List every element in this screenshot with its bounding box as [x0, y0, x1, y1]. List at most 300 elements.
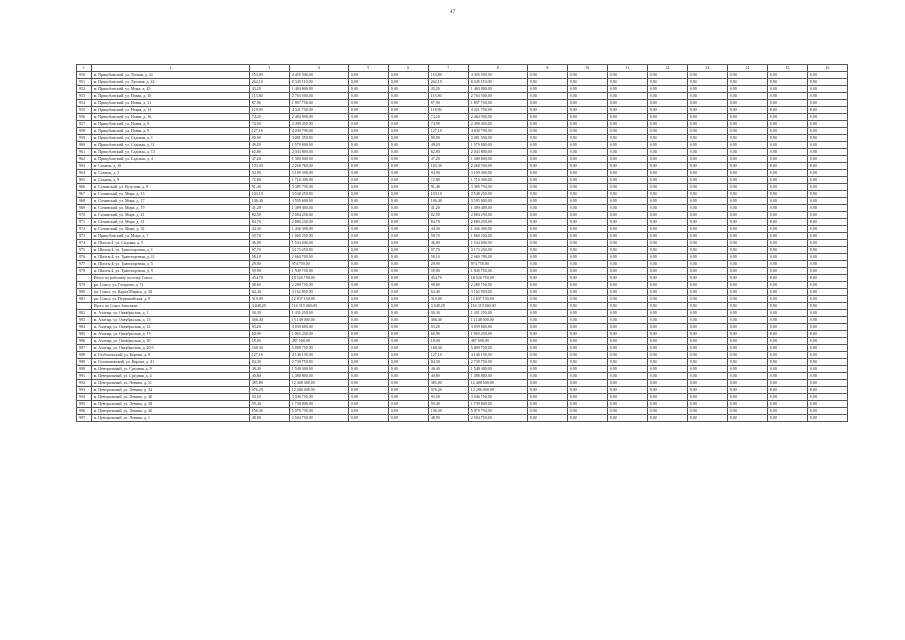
address-cell: м. Алатыр, ул. Октябрьская, д. 14	[91, 324, 249, 331]
address-cell: м. Алатыр, ул. Октябрьская, д. 20 б	[91, 345, 249, 352]
value-cell: 127,10	[428, 352, 468, 359]
address-cell: м. Шахты 4, ул. Транспортная, д. 5	[91, 261, 249, 268]
row-number-cell: 961	[77, 149, 92, 156]
value-cell: 0,00	[767, 247, 807, 254]
value-cell: 0,00	[727, 282, 767, 289]
header-cell: 4	[289, 65, 348, 72]
value-cell: 0,00	[687, 107, 727, 114]
value-cell: 0,00	[767, 177, 807, 184]
value-cell: 1 436 300,00	[468, 226, 527, 233]
address-cell: Итого по рабочему поселку Сокол:	[91, 275, 249, 282]
value-cell: 0,00	[567, 401, 607, 408]
value-cell: 0,00	[527, 387, 567, 394]
value-cell: 0,00	[527, 296, 567, 303]
value-cell: 44,30	[428, 226, 468, 233]
row-number-cell: 975	[77, 247, 92, 254]
value-cell: 0,00	[727, 135, 767, 142]
value-cell: 0,00	[348, 226, 388, 233]
value-cell: 0,00	[687, 240, 727, 247]
value-cell: 4 321 750,00	[468, 107, 527, 114]
value-cell: 0,00	[727, 275, 767, 282]
value-cell: 0,00	[687, 254, 727, 261]
value-cell: 0,00	[687, 380, 727, 387]
value-cell: 0,00	[727, 226, 767, 233]
value-cell: 0,00	[687, 170, 727, 177]
row-number-cell: 991	[77, 373, 92, 380]
value-cell: 0,00	[687, 184, 727, 191]
value-cell: 0,00	[647, 156, 687, 163]
value-cell: 0,00	[348, 303, 388, 310]
value-cell: 0,00	[727, 177, 767, 184]
value-cell: 0,00	[727, 156, 767, 163]
address-cell: Итого по Сокол Заволжье:	[91, 303, 249, 310]
value-cell: 0,00	[388, 219, 428, 226]
row-number-cell: 954	[77, 100, 92, 107]
row-number-cell: 964	[77, 170, 92, 177]
address-cell: рп. Сокол, ул. Гагарина, д. 71	[91, 282, 249, 289]
value-cell: 0,00	[807, 240, 847, 247]
header-cell: 15	[767, 65, 807, 72]
value-cell: 0,00	[767, 254, 807, 261]
row-number-cell: 996	[77, 408, 92, 415]
value-cell: 0,00	[807, 142, 847, 149]
value-cell: 0,00	[767, 345, 807, 352]
value-cell: 0,00	[807, 282, 847, 289]
value-cell: 0,00	[348, 72, 388, 79]
value-cell: 0,00	[647, 289, 687, 296]
table-row	[77, 198, 848, 205]
value-cell: 0,00	[348, 345, 388, 352]
row-number-cell: 973	[77, 233, 92, 240]
value-cell: 0,00	[527, 380, 567, 387]
value-cell: 0,00	[727, 303, 767, 310]
address-cell: м. Прикубанский, ул. Новая, д. 11	[91, 100, 249, 107]
header-cell: 10	[567, 65, 607, 72]
value-cell: 0,00	[388, 184, 428, 191]
value-cell: 0,00	[607, 191, 647, 198]
value-cell: 0,00	[647, 345, 687, 352]
value-cell: 153,80	[249, 72, 289, 79]
value-cell: 97,70	[428, 247, 468, 254]
value-cell: 0,00	[388, 149, 428, 156]
value-cell: 2 280 750,00	[468, 282, 527, 289]
value-cell: 0,00	[647, 303, 687, 310]
value-cell: 0,00	[687, 394, 727, 401]
value-cell: 1 388 800,00	[468, 373, 527, 380]
value-cell: 94,90	[249, 170, 289, 177]
value-cell: 0,00	[767, 331, 807, 338]
value-cell: 1 949 750,00	[289, 268, 348, 275]
value-cell: 0,00	[527, 268, 567, 275]
value-cell: 0,00	[527, 247, 567, 254]
value-cell: 0,00	[687, 198, 727, 205]
table-row	[77, 226, 848, 233]
value-cell: 0,00	[767, 380, 807, 387]
value-cell: 4 030 790,00	[468, 128, 527, 135]
table-row	[77, 121, 848, 128]
table-row	[77, 254, 848, 261]
value-cell: 0,00	[807, 324, 847, 331]
value-cell: 454,70	[249, 275, 289, 282]
value-cell: 0,00	[527, 240, 567, 247]
address-cell: м. Саханы, д. 9	[91, 177, 249, 184]
table-row	[77, 289, 848, 296]
value-cell: 0,00	[388, 261, 428, 268]
value-cell: 0,00	[567, 345, 607, 352]
value-cell: 0,00	[687, 331, 727, 338]
value-cell: 0,00	[807, 86, 847, 93]
value-cell: 168,30	[249, 345, 289, 352]
value-cell: 0,00	[647, 135, 687, 142]
value-cell: 87,90	[249, 100, 289, 107]
address-cell: м. Глубоковский, ул. Кирова, д. 8	[91, 352, 249, 359]
value-cell: 0,00	[807, 226, 847, 233]
row-number-cell: 992	[77, 380, 92, 387]
value-cell: 0,00	[607, 240, 647, 247]
value-cell: 0,00	[687, 310, 727, 317]
value-cell: 43,20	[249, 86, 289, 93]
value-cell: 0,00	[348, 149, 388, 156]
value-cell: 0,00	[567, 380, 607, 387]
value-cell: 94,90	[428, 170, 468, 177]
value-cell: 0,00	[348, 373, 388, 380]
value-cell: 0,00	[807, 359, 847, 366]
value-cell: 0,00	[807, 247, 847, 254]
value-cell: 41,20	[428, 205, 468, 212]
value-cell: 0,00	[607, 86, 647, 93]
value-cell: 127,10	[428, 128, 468, 135]
value-cell: 0,00	[687, 373, 727, 380]
value-cell: 0,00	[647, 121, 687, 128]
value-cell: 0,00	[647, 205, 687, 212]
table-row	[77, 282, 848, 289]
table-row	[77, 380, 848, 387]
value-cell: 1 436 300,00	[289, 226, 348, 233]
value-cell: 1 380 600,00	[289, 156, 348, 163]
value-cell: 0,00	[348, 359, 388, 366]
value-cell: 0,00	[527, 415, 567, 422]
value-cell: 0,00	[567, 373, 607, 380]
value-cell: 0,00	[807, 177, 847, 184]
header-cell: 7	[428, 65, 468, 72]
value-cell: 91,40	[249, 184, 289, 191]
value-cell: 47,20	[249, 156, 289, 163]
value-cell: 0,00	[388, 345, 428, 352]
value-cell: 0,00	[527, 282, 567, 289]
value-cell: 0,00	[388, 366, 428, 373]
value-cell: 0,00	[527, 219, 567, 226]
value-cell: 0,00	[767, 121, 807, 128]
row-number-cell: 972	[77, 226, 92, 233]
value-cell: 0,00	[527, 191, 567, 198]
value-cell: 46,80	[428, 240, 468, 247]
value-cell: 0,00	[388, 198, 428, 205]
value-cell: 0,00	[388, 415, 428, 422]
value-cell: 0,00	[567, 282, 607, 289]
value-cell: 58,10	[428, 254, 468, 261]
value-cell: 0,00	[767, 72, 807, 79]
value-cell: 118,90	[428, 107, 468, 114]
value-cell: 0,00	[388, 212, 428, 219]
value-cell: 0,00	[348, 79, 388, 86]
value-cell: 0,00	[607, 282, 647, 289]
value-cell: 0,00	[567, 72, 607, 79]
value-cell: 0,00	[527, 233, 567, 240]
value-cell: 0,00	[807, 205, 847, 212]
value-cell: 0,00	[388, 170, 428, 177]
value-cell: 84,70	[428, 219, 468, 226]
value-cell: 0,00	[647, 240, 687, 247]
value-cell: 0,00	[607, 205, 647, 212]
value-cell: 0,00	[348, 247, 388, 254]
value-cell: 0,00	[607, 359, 647, 366]
value-cell: 4 146 150,00	[289, 352, 348, 359]
value-cell: 0,00	[687, 121, 727, 128]
value-cell: 0,00	[607, 177, 647, 184]
value-cell: 116 319 460,00	[289, 303, 348, 310]
address-cell: м. Прикубанский, ул. Садовая, д. 11	[91, 142, 249, 149]
value-cell: 3 039 600,00	[468, 324, 527, 331]
value-cell: 0,00	[567, 289, 607, 296]
value-cell: 0,00	[567, 205, 607, 212]
header-cell: 16	[807, 65, 847, 72]
value-cell: 0,00	[388, 310, 428, 317]
value-cell: 0,00	[647, 359, 687, 366]
value-cell: 0,00	[567, 177, 607, 184]
value-cell: 1 965 250,00	[289, 331, 348, 338]
value-cell: 103,10	[428, 191, 468, 198]
value-cell: 0,00	[567, 86, 607, 93]
row-number-cell: 977	[77, 261, 92, 268]
value-cell: 0,00	[687, 156, 727, 163]
value-cell: 1 389 400,00	[468, 205, 527, 212]
value-cell: 0,00	[348, 415, 388, 422]
value-cell: 0,00	[527, 289, 567, 296]
value-cell: 0,00	[687, 128, 727, 135]
value-cell: 0,00	[607, 338, 647, 345]
row-number-cell: 980	[77, 289, 92, 296]
value-cell: 0,00	[807, 331, 847, 338]
value-cell: 0,00	[348, 177, 388, 184]
row-number-cell	[77, 303, 92, 310]
value-cell: 0,00	[607, 331, 647, 338]
address-cell: м. Центральный, ул. Ленина, д. 34	[91, 387, 249, 394]
value-cell: 30,30	[249, 310, 289, 317]
value-cell: 0,00	[807, 191, 847, 198]
value-cell: 0,00	[727, 240, 767, 247]
value-cell: 0,00	[647, 366, 687, 373]
table-row	[77, 373, 848, 380]
value-cell: 0,00	[687, 142, 727, 149]
value-cell: 0,00	[607, 310, 647, 317]
address-cell: м. Алатыр, ул. Октябрьская, д. 20	[91, 338, 249, 345]
value-cell: 0,00	[388, 163, 428, 170]
value-cell: 0,00	[767, 338, 807, 345]
value-cell: 0,00	[647, 415, 687, 422]
value-cell: 103,30	[249, 163, 289, 170]
table-row	[77, 345, 848, 352]
value-cell: 0,00	[687, 275, 727, 282]
value-cell: 0,00	[527, 72, 567, 79]
value-cell: 4 030 790,00	[289, 128, 348, 135]
value-cell: 106,40	[428, 198, 468, 205]
value-cell: 0,00	[348, 212, 388, 219]
value-cell: 12 837 150,00	[289, 296, 348, 303]
value-cell: 127,10	[249, 352, 289, 359]
value-cell: 0,00	[348, 219, 388, 226]
table-row	[77, 415, 848, 422]
value-cell: 0,00	[727, 373, 767, 380]
value-cell: 0,00	[527, 163, 567, 170]
value-cell: 0,00	[527, 303, 567, 310]
value-cell: 0,00	[567, 219, 607, 226]
row-number-cell: 957	[77, 121, 92, 128]
value-cell: 0,00	[388, 233, 428, 240]
row-number-cell: 995	[77, 401, 92, 408]
value-cell: 1 388 800,00	[289, 373, 348, 380]
value-cell: 0,00	[727, 310, 767, 317]
value-cell: 93,20	[428, 324, 468, 331]
value-cell: 3 162 850,00	[289, 289, 348, 296]
address-cell: рп. Сокол, ул. Первомайская, д. 9	[91, 296, 249, 303]
value-cell: 0,00	[727, 268, 767, 275]
address-cell: м. Головановский, ул. Кирова, д. 41	[91, 359, 249, 366]
value-cell: 376,20	[249, 387, 289, 394]
value-cell: 116 319 460,00	[468, 303, 527, 310]
value-cell: 0,00	[527, 212, 567, 219]
value-cell: 366,40	[428, 317, 468, 324]
address-cell: м. Сочинский, ул. Мира, д. 17	[91, 198, 249, 205]
value-cell: 1 579 800,00	[468, 142, 527, 149]
value-cell: 0,00	[727, 317, 767, 324]
value-cell: 0,00	[607, 72, 647, 79]
value-cell: 0,00	[727, 121, 767, 128]
value-cell: 0,00	[687, 401, 727, 408]
value-cell: 0,00	[647, 219, 687, 226]
value-cell: 12 408 500,00	[468, 380, 527, 387]
value-cell: 0,00	[687, 415, 727, 422]
table-row	[77, 324, 848, 331]
value-cell: 0,00	[567, 212, 607, 219]
value-cell: 50,70	[249, 233, 289, 240]
address-cell: м. Алатыр, ул. Октябрьская, д. 13	[91, 317, 249, 324]
address-cell: м. Сочинский, ул. Кутузова, д. 9	[91, 184, 249, 191]
value-cell: 0,00	[767, 156, 807, 163]
table-row	[77, 387, 848, 394]
value-cell: 8 345 110,00	[289, 79, 348, 86]
value-cell: 3 039 600,00	[289, 324, 348, 331]
page-number: 47	[450, 10, 455, 15]
value-cell: 2 499 450,00	[468, 121, 527, 128]
value-cell: 0,00	[527, 100, 567, 107]
address-cell: м. Прикубанский, ул. Новая, д. 9	[91, 128, 249, 135]
value-cell: 1 534 600,00	[468, 240, 527, 247]
address-cell: м. Центральный, ул. Средняя, д. 4	[91, 373, 249, 380]
value-cell: 2 739 750,00	[468, 359, 527, 366]
value-cell: 0,00	[388, 254, 428, 261]
value-cell: 3 109 300,00	[468, 170, 527, 177]
row-number-cell: 993	[77, 387, 92, 394]
table-row	[77, 359, 848, 366]
value-cell: 0,00	[807, 212, 847, 219]
value-cell: 0,00	[348, 93, 388, 100]
value-cell: 0,00	[348, 205, 388, 212]
value-cell: 0,00	[567, 366, 607, 373]
value-cell: 0,00	[348, 282, 388, 289]
value-cell: 0,00	[607, 135, 647, 142]
value-cell: 0,00	[388, 240, 428, 247]
row-number-cell	[77, 275, 92, 282]
value-cell: 0,00	[767, 219, 807, 226]
row-number-cell: 959	[77, 135, 92, 142]
address-cell: м. Алатыр, ул. Октябрьская, д. 15	[91, 331, 249, 338]
value-cell: 0,00	[567, 240, 607, 247]
value-cell: 0,00	[687, 233, 727, 240]
value-cell: 93,50	[428, 394, 468, 401]
value-cell: 0,00	[527, 394, 567, 401]
value-cell: 0,00	[348, 387, 388, 394]
value-cell: 0,00	[727, 163, 767, 170]
value-cell: 0,00	[567, 149, 607, 156]
value-cell: 0,00	[527, 359, 567, 366]
value-cell: 0,00	[687, 268, 727, 275]
value-cell: 1 660 250,00	[468, 233, 527, 240]
value-cell: 118,90	[249, 107, 289, 114]
address-cell: м. Саханы, д. 10	[91, 163, 249, 170]
value-cell: 0,00	[567, 268, 607, 275]
value-cell: 2 043 800,00	[289, 149, 348, 156]
value-cell: 84,30	[249, 359, 289, 366]
value-cell: 0,00	[767, 366, 807, 373]
value-cell: 72,80	[428, 177, 468, 184]
value-cell: 0,00	[527, 135, 567, 142]
value-cell: 0,00	[607, 93, 647, 100]
table-header-row	[77, 65, 848, 72]
value-cell: 30,30	[428, 310, 468, 317]
header-cell: 8	[468, 65, 527, 72]
value-cell: 3 385 750,00	[468, 184, 527, 191]
value-cell: 62,80	[428, 149, 468, 156]
value-cell: 0,00	[727, 387, 767, 394]
value-cell: 60,90	[249, 331, 289, 338]
address-cell: м. Шахты 4, ул. Транспортная, д. 9	[91, 268, 249, 275]
header-cell: 1	[77, 65, 92, 72]
value-cell: 0,00	[807, 149, 847, 156]
value-cell: 4 321 750,00	[289, 107, 348, 114]
header-cell: 13	[687, 65, 727, 72]
value-cell: 0,00	[527, 324, 567, 331]
value-cell: 0,00	[687, 289, 727, 296]
value-cell: 0,00	[607, 212, 647, 219]
value-cell: 2 660 700,00	[468, 254, 527, 261]
value-cell: 0,00	[607, 114, 647, 121]
value-cell: 0,00	[388, 86, 428, 93]
value-cell: 91,40	[428, 184, 468, 191]
value-cell: 103,30	[428, 163, 468, 170]
address-cell: м. Прикубанский, ул. Садовая, д. 13	[91, 149, 249, 156]
value-cell: 1 739 800,00	[468, 401, 527, 408]
value-cell: 0,00	[388, 352, 428, 359]
value-cell: 0,00	[647, 387, 687, 394]
row-number-cell: 963	[77, 163, 92, 170]
value-cell: 0,00	[527, 156, 567, 163]
value-cell: 0,00	[647, 401, 687, 408]
value-cell: 0,00	[807, 380, 847, 387]
address-cell: м. Прикубанский, ул. Новая, д. 16	[91, 114, 249, 121]
value-cell: 0,00	[607, 380, 647, 387]
register-table	[76, 64, 848, 422]
table-body	[77, 65, 848, 422]
